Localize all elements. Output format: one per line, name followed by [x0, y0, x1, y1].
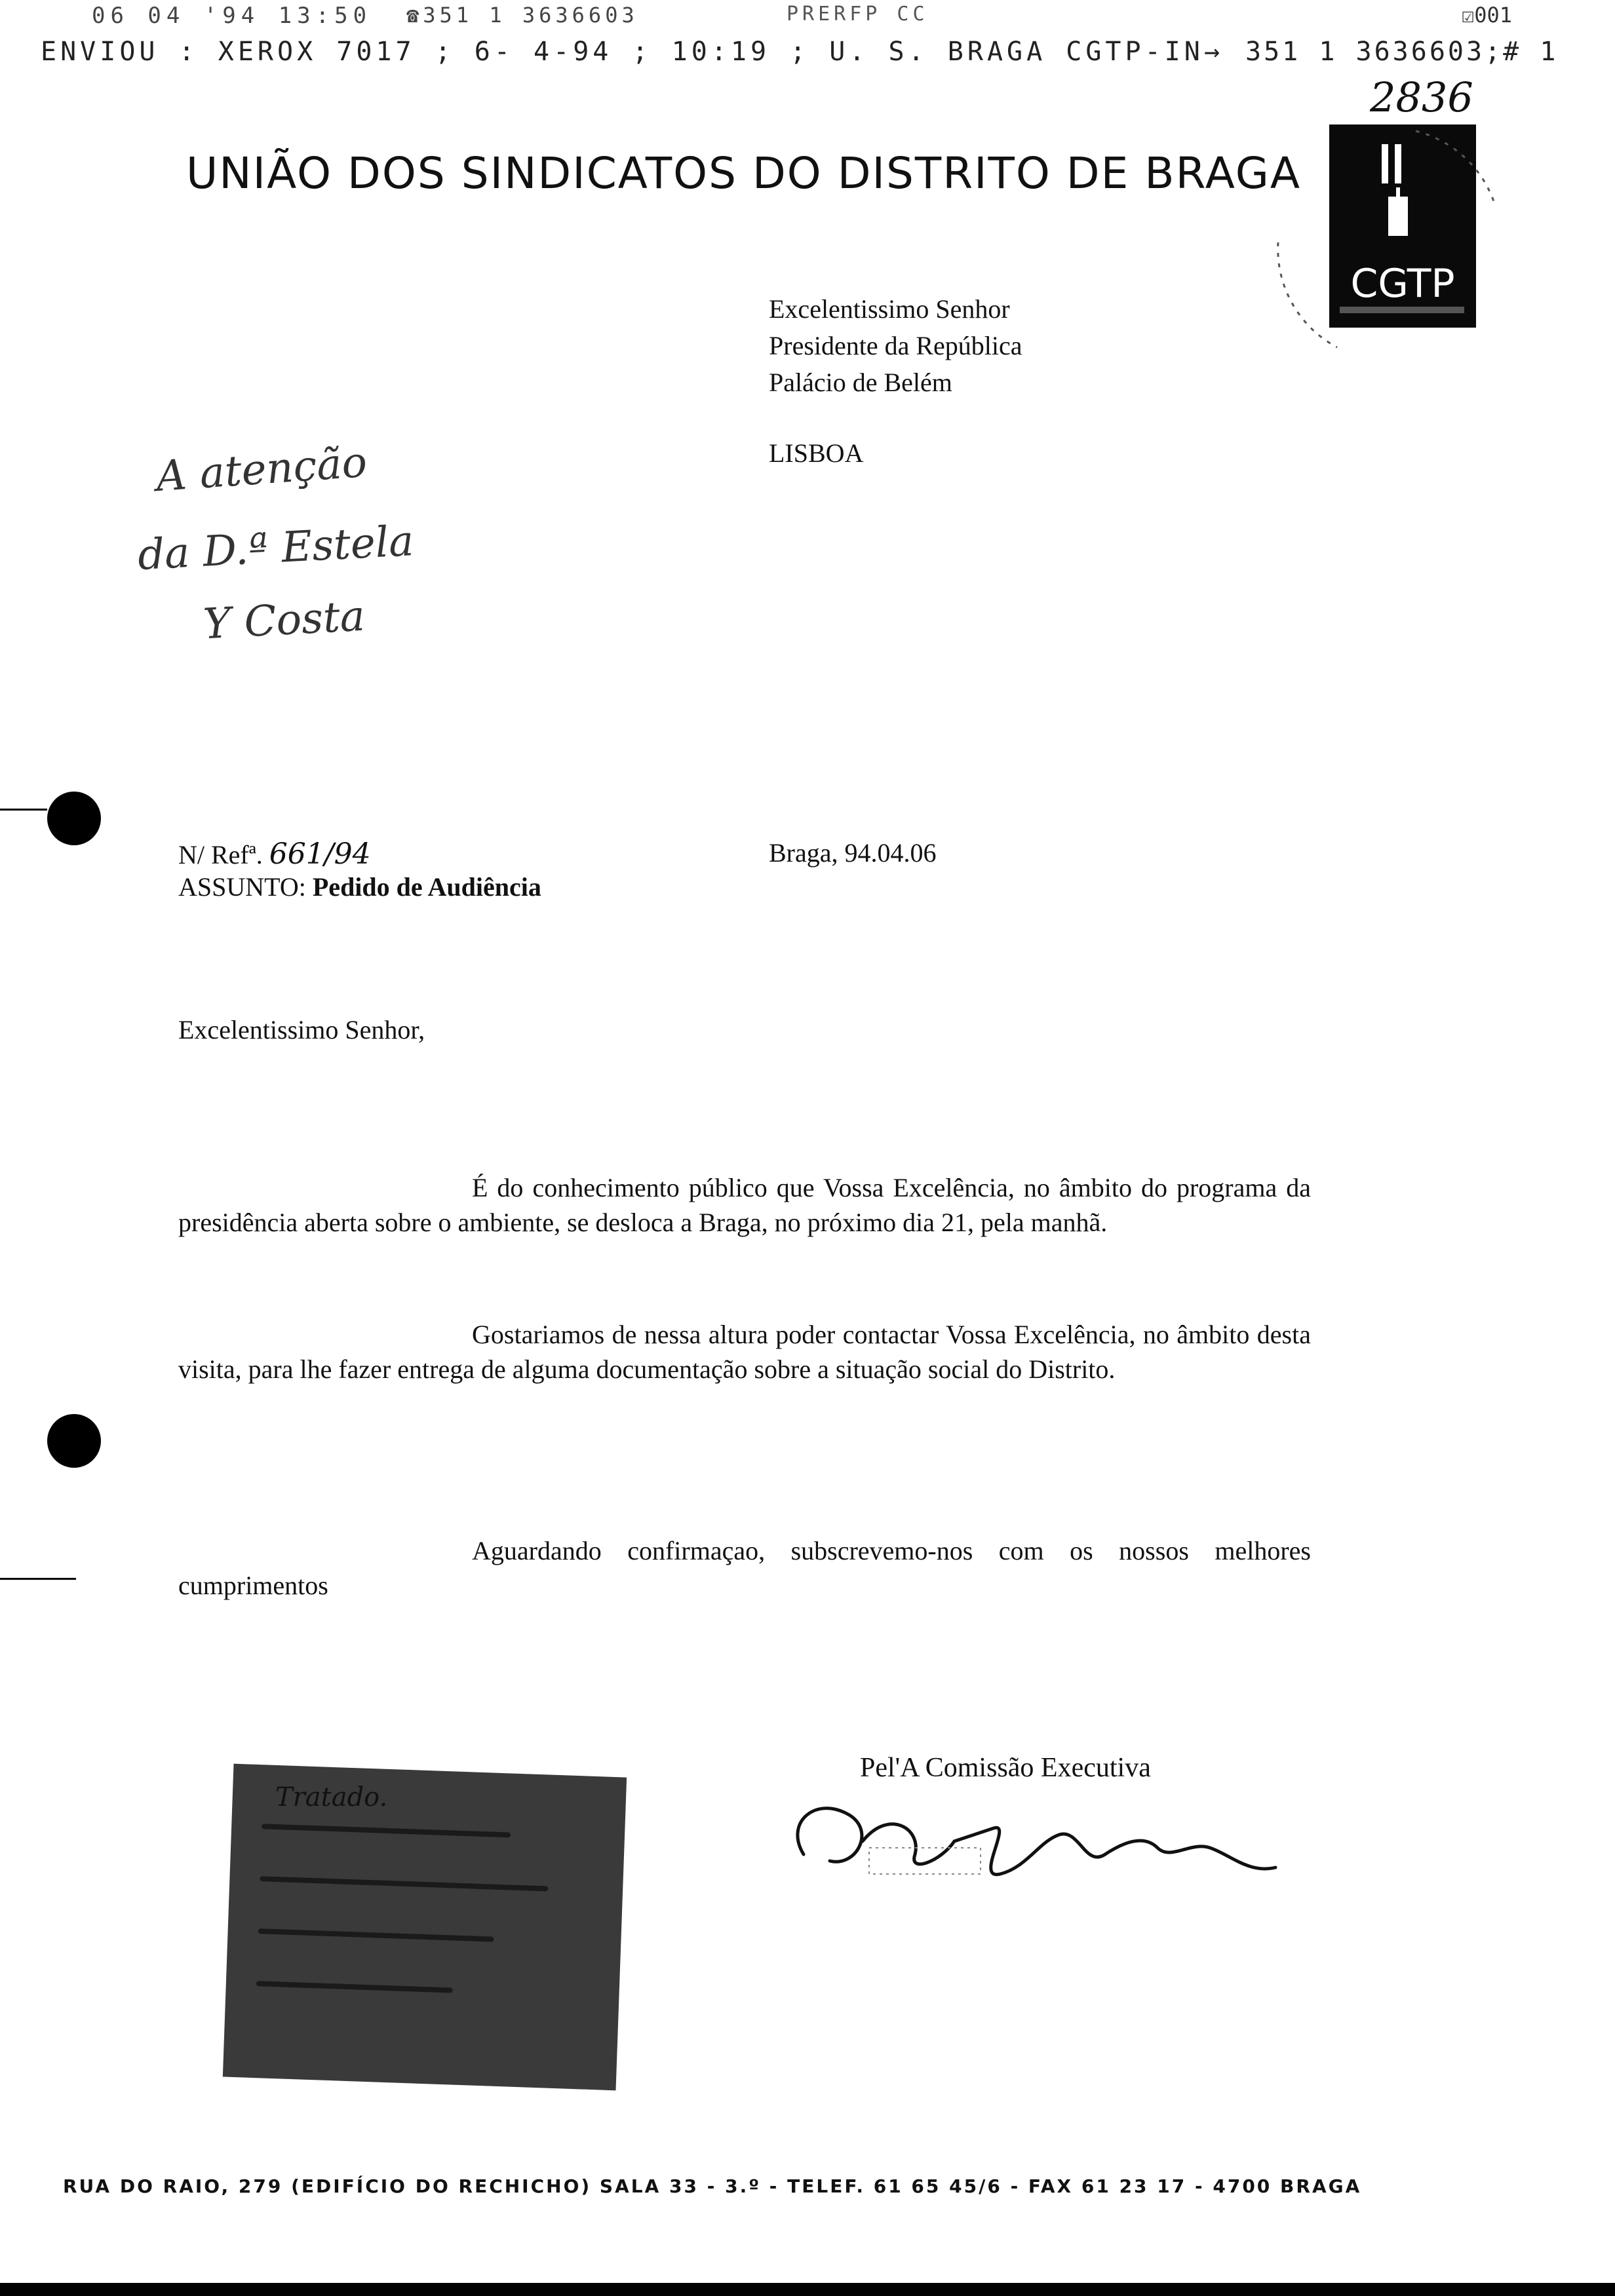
fax-header-line1-left: 06 04 '94 13:50: [92, 3, 372, 29]
fax-header-line1-middle: PRERFP CC: [787, 3, 929, 26]
margin-note-line3: Y Costa: [202, 592, 366, 649]
subject-label: ASSUNTO:: [178, 872, 306, 902]
organization-name: UNIÃO DOS SINDICATOS DO DISTRITO DE BRAGA: [186, 148, 1302, 199]
recipient-address: Palácio de Belém: [769, 368, 952, 397]
fax-header-line2-left: ENVIOU : XEROX 7017 ; 6- 4-94 ; 10:19 ; U. S. BRAGA CGTP-IN→: [41, 37, 1224, 67]
registry-stamp-number: 2836: [1370, 73, 1473, 121]
body-paragraph-2: [178, 1317, 1311, 1387]
body-paragraph-3-text: Aguardando confirmaçao, subscrevemo-nos com os nossos melhores cumprimentos: [178, 1536, 1311, 1600]
footer-address: RUA DO RAIO, 279 (EDIFÍCIO DO RECHICHO) SALA 33 - 3.º - TELEF. 61 65 45/6 - FAX 61 23 17 - 4700 BRAGA: [63, 2175, 1362, 2197]
margin-rule-bottom: [0, 1578, 76, 1580]
cgtp-logo-text: CGTP: [1350, 261, 1455, 307]
reference-label: N/ Refª.: [178, 840, 263, 870]
place-and-date: Braga, 94.04.06: [769, 838, 937, 868]
body-paragraph-1-text: É do conhecimento público que Vossa Excelência, no âmbito do programa da presidência aberta sobre o ambiente, se desloca a Braga, no próximo dia 21, pela manhã.: [178, 1173, 1311, 1237]
subject-line: [178, 871, 541, 902]
margin-note-line2: da D.ª Estela: [136, 517, 416, 580]
reference-line: [178, 837, 371, 871]
fax-header-phone: ☎351 1 3636603: [406, 3, 638, 28]
punch-hole-top: [47, 792, 101, 845]
recipient-title: Presidente da República: [769, 331, 1022, 360]
fax-header-page-count: ☑001: [1462, 3, 1513, 28]
signature-title: Pel'A Comissão Executiva: [860, 1753, 1151, 1783]
body-paragraph-1: [178, 1170, 1311, 1240]
body-paragraph-2-text: Gostariamos de nessa altura poder contactar Vossa Excelência, no âmbito desta visita, para lhe fazer entrega de alguma documentação sobre a situação social do Distrito.: [178, 1320, 1311, 1384]
handwritten-signature-icon: [777, 1782, 1295, 1894]
letter-salutation: Excelentissimo Senhor,: [178, 1015, 425, 1044]
recipient-salutation: Excelentissimo Senhor: [769, 294, 1010, 324]
body-paragraph-3: [178, 1533, 1311, 1603]
page-bottom-edge: [0, 2283, 1615, 2296]
margin-note-line1: A atenção: [154, 438, 369, 502]
recipient-city: LISBOA: [769, 438, 864, 468]
handwritten-note-slip: [223, 1764, 627, 2091]
fax-header-line2-right: 351 1 3636603;# 1: [1245, 37, 1559, 67]
punch-hole-bottom: [47, 1414, 101, 1468]
receipt-stamp-arc-icon: [1232, 111, 1521, 387]
margin-rule-top: [0, 809, 47, 811]
subject-value: Pedido de Audiência: [312, 872, 541, 902]
reference-number: 661/94: [269, 837, 371, 871]
handwritten-note-title: Tratado.: [275, 1782, 388, 1812]
